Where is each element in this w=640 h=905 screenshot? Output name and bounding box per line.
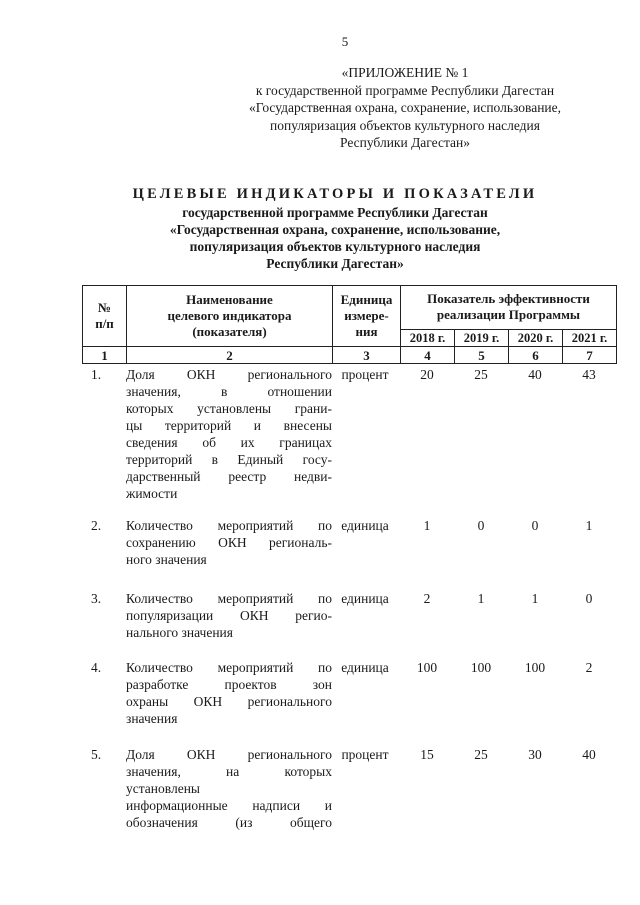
row-indicator-name: Количество мероприятий по популяризации ОКН регио- нального значения — [126, 591, 332, 640]
row-value-2021: 1 — [585, 518, 593, 533]
header-year: 2021 г. — [563, 329, 617, 346]
row-number: 5. — [91, 747, 102, 762]
row-indicator-name: Количество мероприятий по сохранению ОКН региональ- ного значения — [126, 518, 332, 567]
column-number: 2 — [127, 347, 333, 364]
row-value-2018: 15 — [420, 747, 434, 762]
row-indicator-name: Доля ОКН регионального значения, на которых установлены информационные надписи и обозначения (из общего — [126, 747, 332, 830]
row-unit: единица — [341, 518, 389, 533]
appendix-line: к государственной программе Республики Дагестан — [255, 82, 555, 98]
column-number: 4 — [401, 347, 455, 364]
row-value-2018: 20 — [420, 367, 434, 382]
row-value-2020: 0 — [531, 518, 539, 533]
appendix-line: «Государственная охрана, сохранение, использование, — [248, 100, 562, 115]
row-indicator-name: Доля ОКН регионального значения, в отношении которых установлены грани- цы территорий и внесены сведения об их границах территорий в Единый госу- дарственный реестр недви- жимости — [126, 367, 332, 501]
row-unit: единица — [341, 591, 389, 606]
indicator-table-header — [82, 285, 617, 364]
column-number: 5 — [455, 347, 509, 364]
row-value-2021: 2 — [585, 660, 593, 675]
row-value-2019: 1 — [477, 591, 485, 606]
header-number: № п/п — [83, 286, 127, 347]
appendix-line: Республики Дагестан» — [339, 135, 470, 150]
header-efficiency: Показатель эффективности реализации Программы — [401, 286, 617, 330]
row-value-2020: 100 — [524, 660, 546, 675]
column-number: 3 — [333, 347, 401, 364]
column-number: 6 — [509, 347, 563, 364]
row-value-2021: 40 — [582, 747, 596, 762]
row-value-2019: 100 — [470, 660, 492, 675]
row-value-2018: 1 — [423, 518, 431, 533]
header-year: 2020 г. — [509, 329, 563, 346]
row-value-2020: 1 — [531, 591, 539, 606]
header-year: 2018 г. — [401, 329, 455, 346]
row-number: 3. — [91, 591, 102, 606]
title-sub-line: «Государственная охрана, сохранение, использование, — [169, 222, 501, 237]
row-number: 2. — [91, 518, 102, 533]
title-sub-line: популяризация объектов культурного наследия — [189, 239, 481, 254]
appendix-note — [220, 64, 590, 152]
row-unit: единица — [341, 660, 389, 675]
appendix-line: «ПРИЛОЖЕНИЕ № 1 — [341, 65, 469, 80]
appendix-line: популяризация объектов культурного наследия — [270, 117, 540, 133]
document-title — [95, 185, 575, 272]
row-number: 4. — [91, 660, 102, 675]
header-indicator-name: Наименование целевого индикатора (показателя) — [127, 286, 333, 347]
row-number: 1. — [91, 367, 102, 382]
row-value-2020: 40 — [528, 367, 542, 382]
row-value-2020: 30 — [528, 747, 542, 762]
row-value-2019: 25 — [474, 747, 488, 762]
column-number: 1 — [83, 347, 127, 364]
row-unit: процент — [341, 367, 389, 382]
row-value-2019: 0 — [477, 518, 485, 533]
row-unit: процент — [341, 747, 389, 762]
row-value-2018: 100 — [416, 660, 438, 675]
header-unit: Единица измере- ния — [333, 286, 401, 347]
row-value-2021: 0 — [585, 591, 593, 606]
page-number: 5 — [341, 34, 349, 49]
title-sub-line: государственной программе Республики Дагестан — [182, 205, 488, 220]
row-indicator-name: Количество мероприятий по разработке проектов зон охраны ОКН регионального значения — [126, 660, 332, 726]
row-value-2021: 43 — [582, 367, 596, 382]
title-sub-line: Республики Дагестан» — [266, 256, 404, 271]
header-year: 2019 г. — [455, 329, 509, 346]
title-subtitle — [95, 204, 575, 272]
row-value-2018: 2 — [423, 591, 431, 606]
row-value-2019: 25 — [474, 367, 488, 382]
column-number: 7 — [563, 347, 617, 364]
title-main: ЦЕЛЕВЫЕ ИНДИКАТОРЫ И ПОКАЗАТЕЛИ — [132, 186, 538, 202]
